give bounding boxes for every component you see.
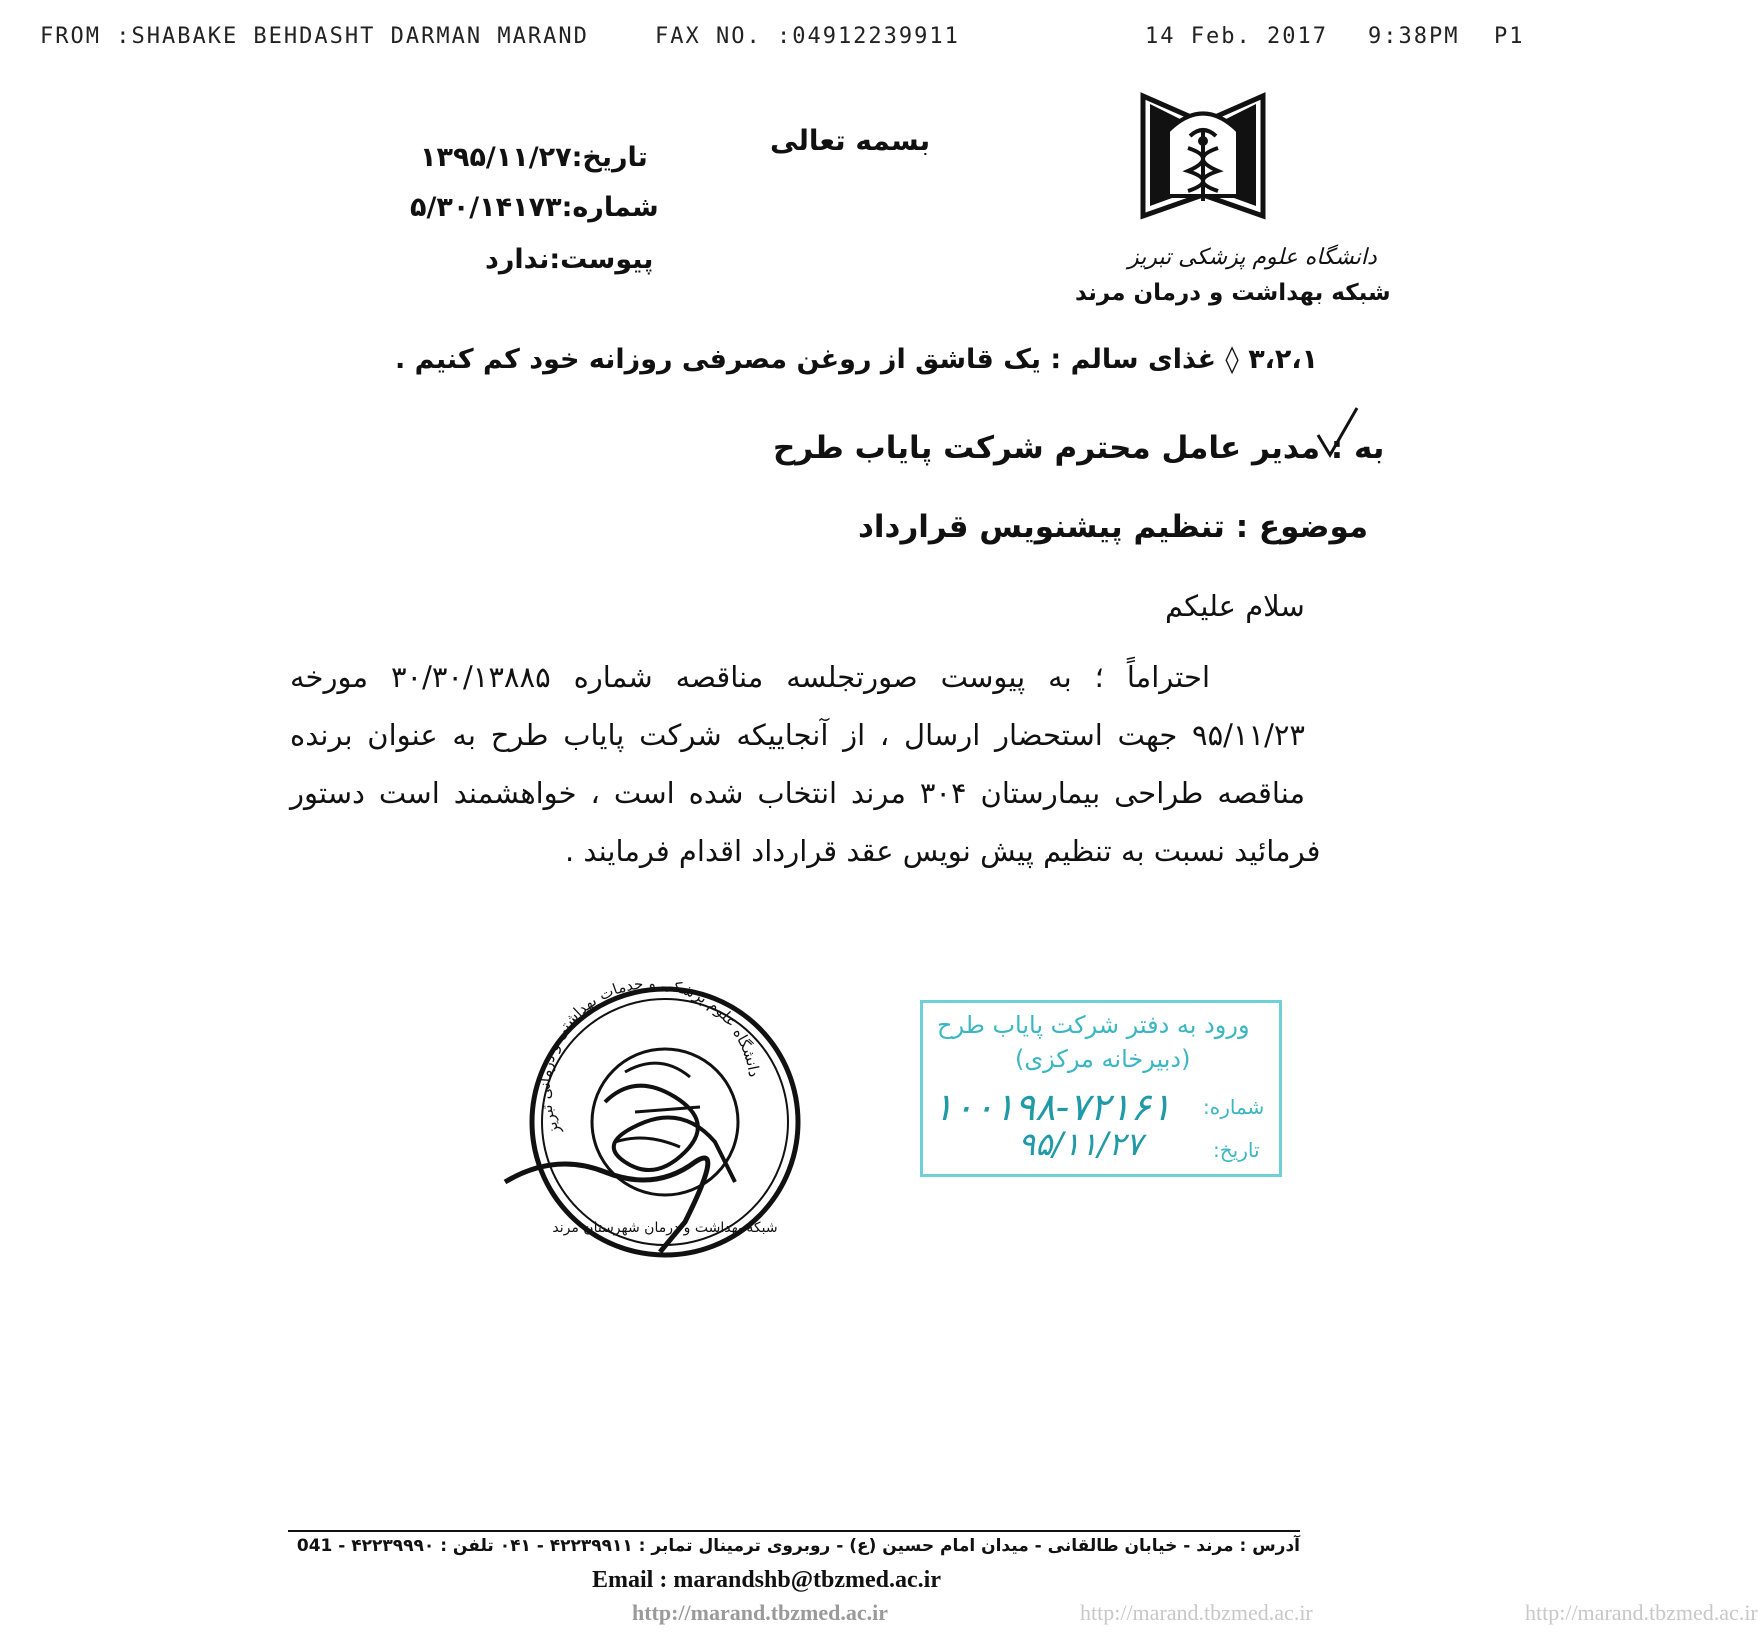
stamp-number-label: شماره: [1203, 1095, 1265, 1119]
stamp-date-value: ۹۵/۱۱/۲۷ [1018, 1125, 1143, 1163]
subject-line: موضوع : تنظیم پیشنویس قرارداد [858, 509, 1369, 545]
fax-from: FROM :SHABAKE BEHDASHT DARMAN MARAND [40, 24, 589, 49]
greeting: سلام علیکم [1165, 589, 1305, 623]
letter-attachment: پیوست:ندارد [485, 244, 654, 275]
university-logo-icon [1138, 76, 1268, 226]
fax-time: 9:38PM [1368, 24, 1460, 49]
fax-page: P1 [1494, 24, 1525, 49]
received-stamp [920, 1000, 1282, 1177]
paragraph-line-2: ۹۵/۱۱/۲۳ جهت استحضار ارسال ، از آنجاییکه شرکت پایاب طرح به عنوان برنده [290, 718, 1305, 752]
seal-inner-text: شبکه بهداشت و درمان شهرستان مرند [552, 1220, 778, 1236]
letter-date: تاریخ:۱۳۹۵/۱۱/۲۷ [420, 142, 648, 173]
fax-date: 14 Feb. 2017 [1145, 24, 1328, 49]
recipient-line: به : مدیر عامل محترم شرکت پایاب طرح [773, 430, 1385, 466]
stamp-title: ورود به دفتر شرکت پایاب طرح [937, 1011, 1250, 1039]
footer-email: Email : marandshb@tbzmed.ac.ir [592, 1567, 941, 1593]
official-seal [485, 982, 815, 1272]
signature-scribble [605, 1086, 735, 1182]
health-slogan: ۳،۲،۱ ◊ غذای سالم : یک قاشق از روغن مصرفی روزانه خود کم کنیم . [395, 344, 1319, 375]
footer-url: http://marand.tbzmed.ac.ir [632, 1600, 889, 1625]
stamp-number-value: ۱۰۰۱۹۸-۷۲۱۶۱ [933, 1085, 1172, 1129]
paragraph-line-4: فرمائید نسبت به تنظیم پیش نویس عقد قرارداد اقدام فرمایند . [565, 834, 1321, 868]
organization-name: شبکه بهداشت و درمان مرند [1075, 280, 1391, 306]
stamp-date-label: تاریخ: [1213, 1138, 1260, 1162]
stamp-subtitle: (دبیرخانه مرکزی) [1015, 1045, 1191, 1073]
paragraph-line-3: مناقصه طراحی بیمارستان ۳۰۴ مرند انتخاب شده است ، خواهشمند است دستور [290, 776, 1305, 810]
footer-url-ghost: http://marand.tbzmed.ac.ir [1080, 1600, 1313, 1625]
invocation: بسمه تعالی [770, 124, 931, 157]
footer-address: آدرس : مرند - خیابان طالقانی - میدان امام حسین (ع) - روبروی ترمینال تمابر : ۴۲۲۳۹۹۱۱ - ۰۴۱ تلفن : ۴۲۲۳۹۹۹۰ - 041 [296, 1536, 1300, 1556]
fax-number: FAX NO. :04912239911 [655, 24, 960, 49]
logo-caption: دانشگاه علوم پزشکی تبریز [1128, 245, 1377, 270]
seal-outer-text: دانشگاه علوم پزشکی و خدمات بهداشتی و درمانی تبریز [535, 982, 764, 1138]
signature-stroke [505, 1158, 708, 1252]
footer-url-ghost-2: http://marand.tbzmed.ac.ir [1525, 1600, 1758, 1625]
footer-divider [288, 1530, 1300, 1532]
letter-number: شماره:۵/۳۰/۱۴۱۷۳ [410, 192, 659, 223]
paragraph-line-1: احتراماً ؛ به پیوست صورتجلسه مناقصه شماره ۳۰/۳۰/۱۳۸۸۵ مورخه [290, 660, 1210, 694]
